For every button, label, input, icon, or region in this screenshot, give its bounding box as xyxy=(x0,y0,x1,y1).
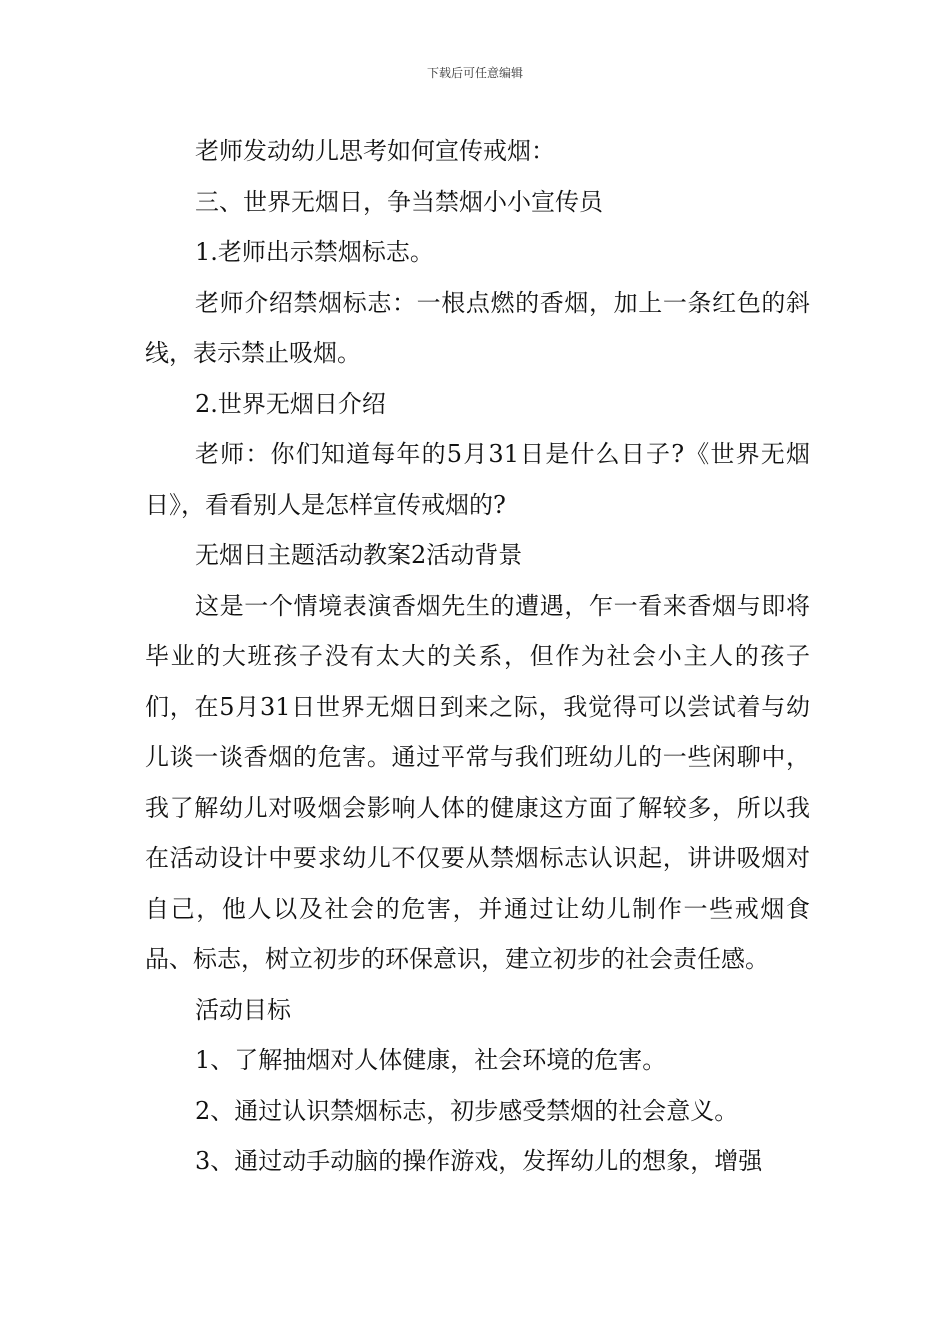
list-item-2: 2.世界无烟日介绍 xyxy=(195,389,386,418)
goal-item-2: 2、通过认识禁烟标志，初步感受禁烟的社会意义。 xyxy=(195,1096,739,1125)
paragraph-sign-description: 老师介绍禁烟标志：一根点燃的香烟，加上一条红色的斜线，表示禁止吸烟。 xyxy=(145,288,810,367)
section-heading-plan-2: 无烟日主题活动教案2活动背景 xyxy=(195,541,523,569)
page-header: 下载后可任意编辑 xyxy=(426,66,523,80)
goal-item-3: 3、通过动手动脑的操作游戏，发挥幼儿的想象，增强 xyxy=(195,1147,763,1175)
list-item-1: 1.老师出示禁烟标志。 xyxy=(195,238,434,266)
section-heading-3: 三、世界无烟日，争当禁烟小小宣传员 xyxy=(195,187,603,216)
paragraph-background: 这是一个情境表演香烟先生的遭遇，乍一看来香烟与即将毕业的大班孩子没有太大的关系，但作为社会小主人的孩子们，在5月31日世界无烟日到来之际，我觉得可以尝试着与幼儿谈一谈香烟的危害。通过平常与我们班幼儿的一些闲聊中，我了解幼儿对吸烟会影响人体的健康这方面了解较多，所以我在活动设计中要求幼儿不仅要从禁烟标志认识起，讲讲吸烟对自己，他人以及社会的危害，并通过让幼儿制作一些戒烟食品、标志，树立初步的环保意识，建立初步的社会责任感。 xyxy=(145,591,810,973)
section-heading-goals: 活动目标 xyxy=(195,995,291,1024)
paragraph-prompt: 老师发动幼儿思考如何宣传戒烟： xyxy=(195,137,555,165)
goal-item-1: 1、了解抽烟对人体健康，社会环境的危害。 xyxy=(195,1046,667,1074)
document-body xyxy=(145,126,810,1187)
paragraph-teacher-question: 老师：你们知道每年的5月31日是什么日子?《世界无烟日》，看看别人是怎样宣传戒烟的? xyxy=(145,440,810,519)
